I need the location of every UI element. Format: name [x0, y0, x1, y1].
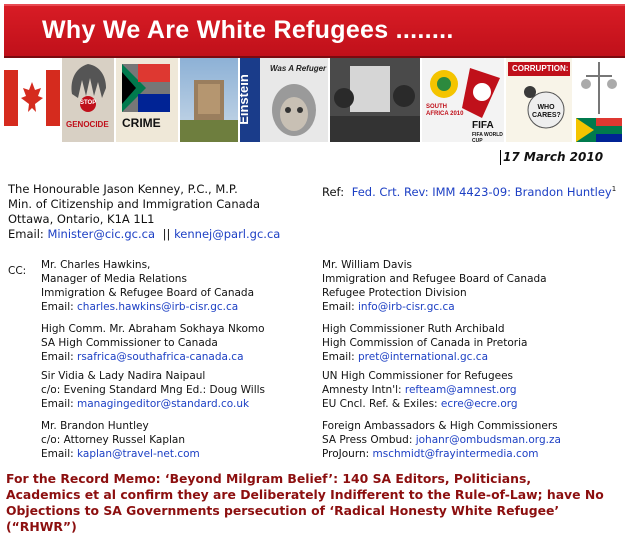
cc-right-3-eu-line	[322, 397, 518, 411]
cc-left-1-line1: Mr. Charles Hawkins,	[41, 259, 151, 271]
cc-right-1-line3: Refugee Protection Division	[322, 287, 467, 299]
pret-email-link[interactable]: pret@international.gc.ca	[358, 351, 488, 363]
kaplan-email-link[interactable]: kaplan@travel-net.com	[77, 448, 200, 460]
corruption-label: CORRUPTION:	[512, 64, 569, 73]
cc-left-4-email-line	[41, 447, 200, 461]
corruption-cartoon-image	[506, 58, 572, 142]
projourn-label: ProJourn:	[322, 448, 370, 460]
south-africa-label: SOUTH AFRICA 2010	[426, 104, 464, 117]
email-separator: ||	[162, 227, 171, 241]
cc-left-1-email-line	[41, 300, 238, 314]
cc-right-1-line2: Immigration and Refugee Board of Canada	[322, 273, 547, 285]
cc-right-4-projourn-line	[322, 447, 538, 461]
recipient-name: The Honourable Jason Kenney, P.C., M.P.	[8, 182, 238, 196]
banner-title: Why We Are White Refugees ........	[42, 16, 454, 44]
cc-right-2-email-line	[322, 350, 488, 364]
amnesty-email-link[interactable]: refteam@amnest.org	[404, 384, 517, 396]
cc-left-1-line3: Immigration & Refugee Board of Canada	[41, 287, 255, 299]
einstein-image	[235, 58, 328, 142]
cc-right-3-amnesty-line	[322, 383, 517, 397]
recipient-email-line	[8, 227, 280, 242]
canada-flag-image	[4, 58, 60, 142]
cc-left-2-line1: High Comm. Mr. Abraham Sokhaya Nkomo	[41, 323, 265, 335]
recipient-email-label: Email:	[8, 227, 44, 241]
cc-left-3-email-line	[41, 397, 249, 411]
press-label: SA Press Ombud:	[322, 434, 413, 446]
who-cares-label: WHO CARES?	[532, 104, 561, 119]
crime-label: CRIME	[122, 116, 161, 130]
reference-line	[322, 182, 616, 200]
ombudsman-email-link[interactable]: johanr@ombudsman.org.za	[415, 434, 561, 446]
eu-label: EU Cncl. Ref. & Exiles:	[322, 398, 438, 410]
refugee-caption: Was A Refuger	[270, 64, 327, 73]
cc-right-1-email-line	[322, 300, 455, 314]
justice-sa-flag-image	[574, 58, 625, 142]
protest-image	[330, 58, 420, 142]
monument-image	[180, 58, 238, 142]
cc-left-3-line2: c/o: Evening Standard Mng Ed.: Doug Wills	[41, 384, 266, 396]
amnesty-label: Amnesty Intn'l:	[322, 384, 402, 396]
cc-left-4-line1: Mr. Brandon Huntley	[41, 420, 149, 432]
cc-left-1-line2: Manager of Media Relations	[41, 273, 187, 285]
record-memo: For the Record Memo: ‘Beyond Milgram Belief’: 140 SA Editors, Politicians, Academics et al confirm they are Deliberately Indifferent to the Rule-of-Law; have No Objections to SA Governments persecution of ‘Radical Honesty White Refugee’ (“RHWR”)	[6, 471, 604, 534]
cc-right-4-line1: Foreign Ambassadors & High Commissioners	[322, 420, 558, 432]
cc-right-2-line1: High Commissioner Ruth Archibald	[322, 323, 505, 335]
hawkins-email-link[interactable]: charles.hawkins@irb-cisr.gc.ca	[77, 301, 239, 313]
email-label: Email:	[41, 301, 74, 313]
world-cup-label: FIFA WORLD CUP	[472, 132, 503, 144]
cc-right-4-press-line	[322, 433, 561, 447]
cc-left-2-email-line	[41, 350, 244, 364]
ref-footnote: 1	[611, 185, 617, 193]
ecre-email-link[interactable]: ecre@ecre.org	[440, 398, 518, 410]
cc-label: CC:	[8, 265, 27, 277]
email-label: Email:	[41, 351, 74, 363]
rsafrica-email-link[interactable]: rsafrica@southafrica-canada.ca	[77, 351, 244, 363]
cc-left-2-line2: SA High Commissioner to Canada	[41, 337, 218, 349]
cc-right-3-line1: UN High Commissioner for Refugees	[322, 370, 513, 382]
image-strip	[4, 58, 625, 142]
world-cup-image	[422, 58, 504, 142]
standard-email-link[interactable]: managingeditor@standard.co.uk	[77, 398, 250, 410]
recipient-address: Ottawa, Ontario, K1A 1L1	[8, 212, 155, 226]
fifa-label: FIFA	[472, 120, 494, 131]
south-africa-crime-image	[116, 58, 178, 142]
irb-info-email-link[interactable]: info@irb-cisr.gc.ca	[358, 301, 455, 313]
cc-left-4-line2: c/o: Attorney Russel Kaplan	[41, 434, 186, 446]
stop-genocide-image	[62, 58, 114, 142]
minister-email-link[interactable]: Minister@cic.gc.ca	[47, 227, 155, 241]
email-label: Email:	[322, 301, 355, 313]
email-label: Email:	[322, 351, 355, 363]
einstein-label: Einstein	[235, 74, 251, 125]
genocide-label: GENOCIDE	[66, 120, 109, 129]
frayintermedia-email-link[interactable]: mschmidt@frayintermedia.com	[372, 448, 539, 460]
email-label: Email:	[41, 398, 74, 410]
kenney-email-link[interactable]: kennej@parl.gc.ca	[174, 227, 281, 241]
cc-right-2-line2: High Commission of Canada in Pretoria	[322, 337, 528, 349]
header-banner	[4, 4, 625, 58]
email-label: Email:	[41, 448, 74, 460]
stop-label: STOP	[80, 100, 97, 106]
recipient-role: Min. of Citizenship and Immigration Canada	[8, 197, 261, 211]
cc-left-3-line1: Sir Vidia & Lady Nadira Naipaul	[41, 370, 206, 382]
ref-label: Ref:	[322, 184, 345, 199]
cc-right-1-line1: Mr. William Davis	[322, 259, 413, 271]
ref-link[interactable]: Fed. Crt. Rev: IMM 4423-09: Brandon Huntley	[351, 184, 612, 199]
letter-date: 17 March 2010	[503, 150, 604, 164]
